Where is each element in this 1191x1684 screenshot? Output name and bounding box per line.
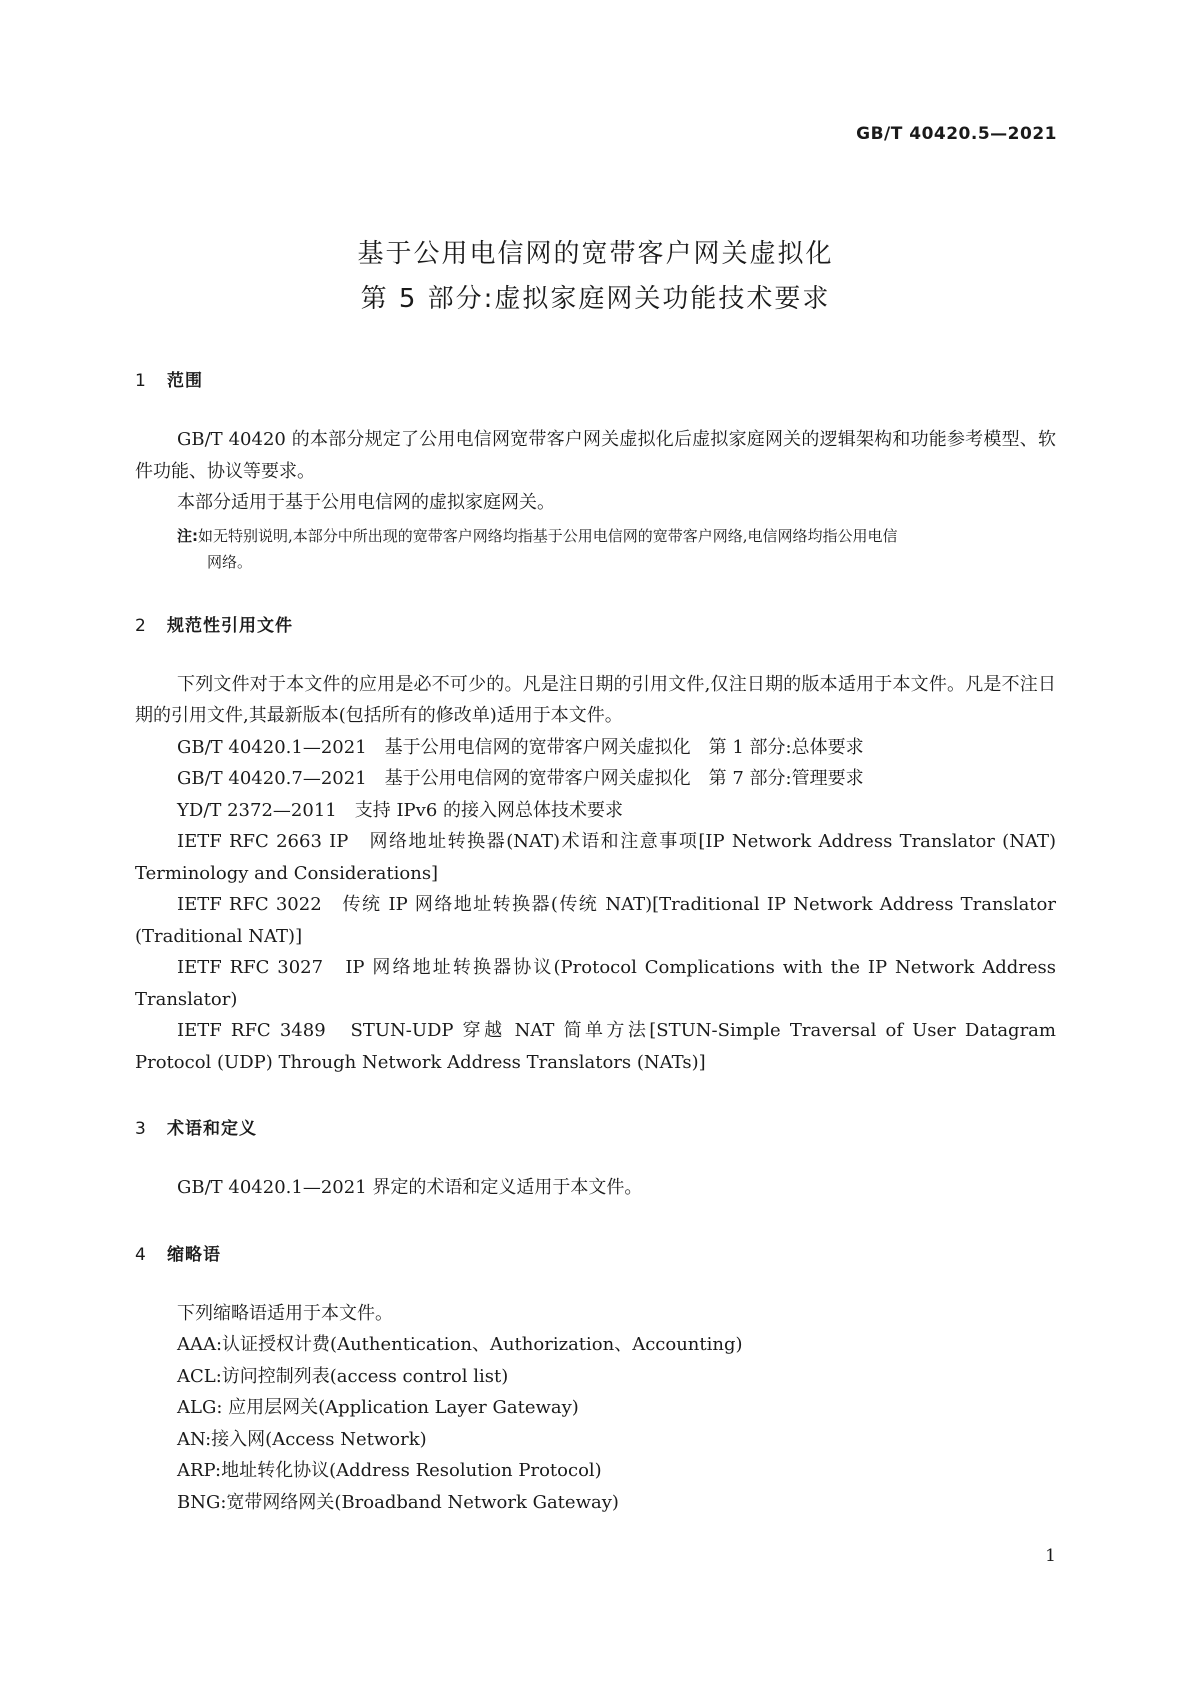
terms-paragraph: GB/T 40420.1—2021 界定的术语和定义适用于本文件。 xyxy=(177,1177,643,1198)
title-line-2: 第 5 部分:虚拟家庭网关功能技术要求 xyxy=(360,284,831,314)
note-text-1: 如无特别说明,本部分中所出现的宽带客户网络均指基于公用电信网的宽带客户网络,电信网络均指公用电信 xyxy=(198,526,898,545)
abbreviation-item: ACL:访问控制列表(access control list) xyxy=(177,1365,509,1387)
section-title: 术语和定义 xyxy=(167,1119,257,1139)
document-body xyxy=(135,368,1056,1518)
note-text-2: 网络。 xyxy=(207,552,253,571)
abbreviation-item: AAA:认证授权计费(Authentication、Authorization、Accounting) xyxy=(177,1334,743,1355)
page-number: 1 xyxy=(1045,1546,1056,1566)
abbreviation-item: BNG:宽带网络网关(Broadband Network Gateway) xyxy=(177,1491,619,1513)
standard-code: GB/T 40420.5—2021 xyxy=(856,124,1057,144)
section-number: 4 xyxy=(135,1244,147,1265)
abbreviation-item: ARP:地址转化协议(Address Resolution Protocol) xyxy=(177,1460,602,1481)
document-title xyxy=(0,232,1191,322)
abbreviation-item: ALG: 应用层网关(Application Layer Gateway) xyxy=(177,1397,579,1418)
section-3-heading xyxy=(135,1116,1056,1142)
reference-item: IETF RFC 2663 IP 网络地址转换器(NAT)术语和注意事项[IP Network Address Translator (NAT) Terminology and Considerations] xyxy=(135,831,1056,884)
section-number: 3 xyxy=(135,1119,147,1139)
reference-item: GB/T 40420.1—2021 基于公用电信网的宽带客户网关虚拟化 第 1 部分:总体要求 xyxy=(177,736,864,758)
section-title: 范围 xyxy=(167,371,203,391)
section-title: 规范性引用文件 xyxy=(167,615,293,636)
scope-applicability: 本部分适用于基于公用电信网的虚拟家庭网关。 xyxy=(177,492,555,513)
reference-item: IETF RFC 3027 IP 网络地址转换器协议(Protocol Complications with the IP Network Address Translator) xyxy=(135,957,1056,1010)
reference-item: GB/T 40420.7—2021 基于公用电信网的宽带客户网关虚拟化 第 7 部分:管理要求 xyxy=(177,768,864,789)
reference-item: IETF RFC 3489 STUN-UDP 穿越 NAT 简单方法[STUN-Simple Traversal of User Datagram Protocol (UDP) Through Network Address Translators (NATs)] xyxy=(135,1020,1056,1073)
normative-intro: 下列文件对于本文件的应用是必不可少的。凡是注日期的引用文件,仅注日期的版本适用于本文件。凡是不注日期的引用文件,其最新版本(包括所有的修改单)适用于本文件。 xyxy=(135,673,1056,726)
section-title: 缩略语 xyxy=(167,1244,221,1265)
section-number: 1 xyxy=(135,371,147,391)
abbreviation-item: AN:接入网(Access Network) xyxy=(177,1428,427,1450)
section-2-heading xyxy=(135,613,1056,639)
title-line-1: 基于公用电信网的宽带客户网关虚拟化 xyxy=(357,239,834,269)
reference-item: YD/T 2372—2011 支持 IPv6 的接入网总体技术要求 xyxy=(177,799,624,821)
section-1-heading xyxy=(135,368,1056,394)
note-label: 注: xyxy=(177,526,198,545)
section-number: 2 xyxy=(135,615,147,636)
section-4-heading xyxy=(135,1242,1056,1268)
abbr-intro: 下列缩略语适用于本文件。 xyxy=(177,1302,393,1324)
reference-item: IETF RFC 3022 传统 IP 网络地址转换器(传统 NAT)[Traditional IP Network Address Translator (Traditional NAT)] xyxy=(135,894,1056,947)
scope-note xyxy=(135,523,1056,575)
scope-paragraph: GB/T 40420 的本部分规定了公用电信网宽带客户网关虚拟化后虚拟家庭网关的逻辑架构和功能参考模型、软件功能、协议等要求。 xyxy=(135,429,1056,482)
